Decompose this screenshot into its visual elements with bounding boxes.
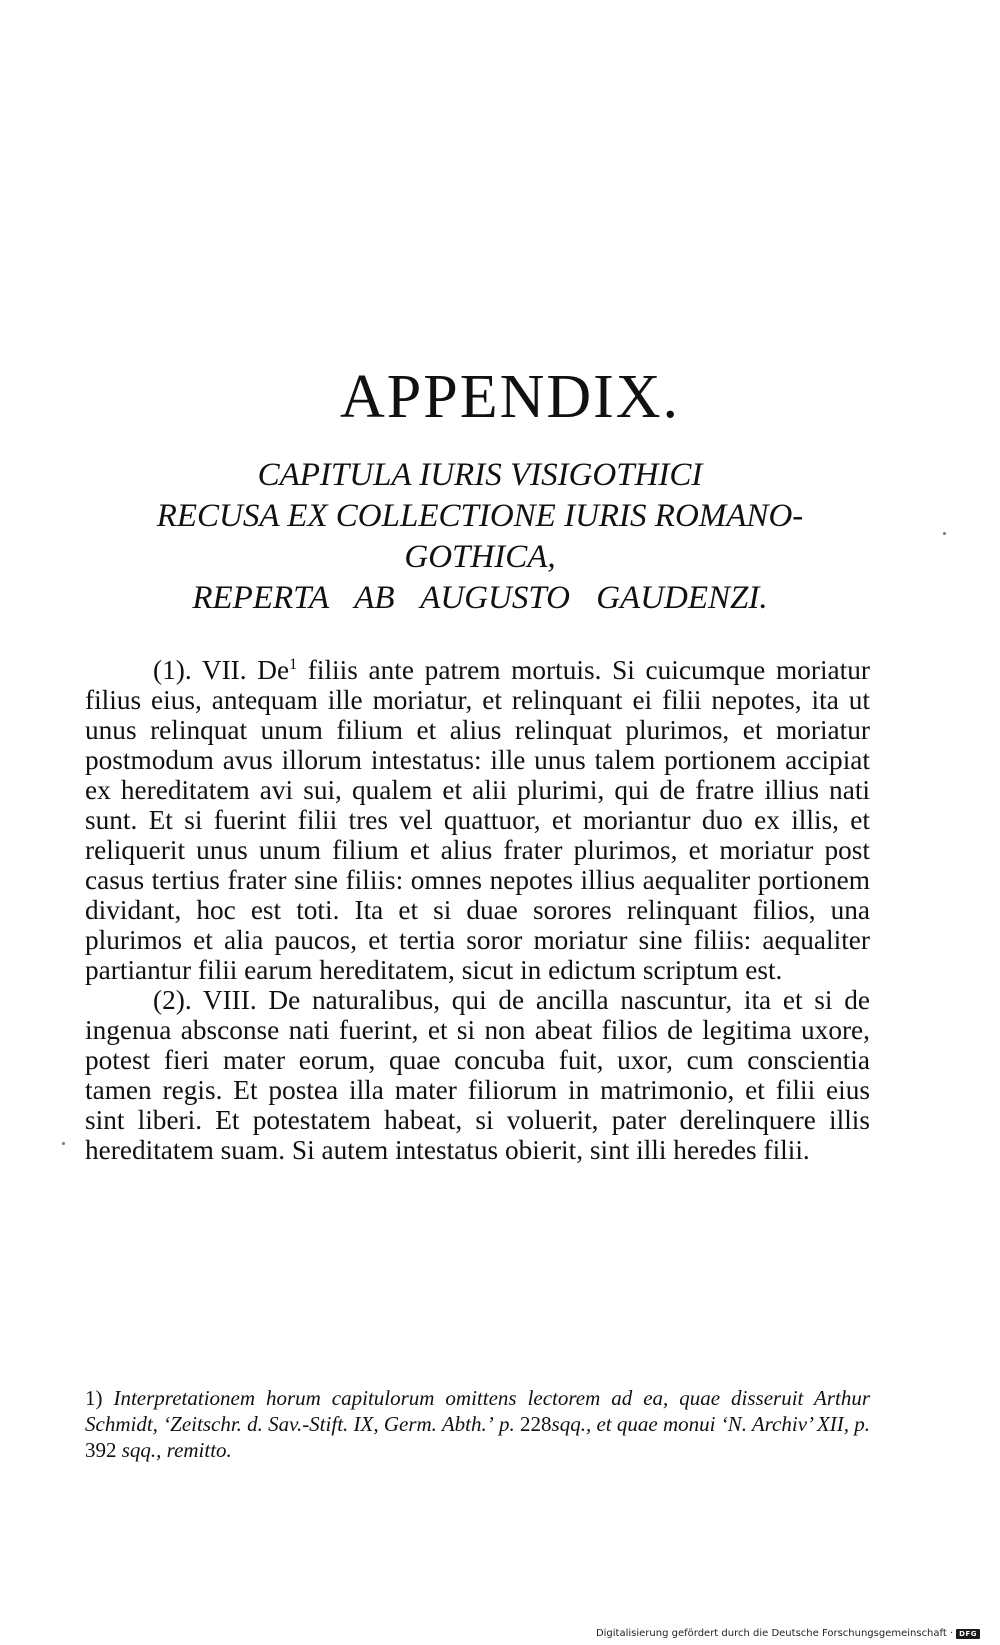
footnote-text-6: sqq., remitto. [121,1438,232,1462]
footnote-text-1: Interpretationem horum capitulorum omittens lectorem ad ea, quae disseruit Arthur Schmidt, ‘Zeitschr. d. Sav.-Stift. IX, Germ. Abth.’ [85,1386,870,1436]
footnote-text-5: 392 [85,1438,117,1462]
footnote-text-3: 228 [520,1412,552,1436]
footnote [85,1385,870,1463]
subtitle-block [80,455,880,619]
footnote-text-2: p. [499,1412,515,1436]
paragraph-1-lead: (1). VII. De [153,655,290,685]
subtitle-line-2: RECUSA EX COLLECTIONE IURIS ROMANO- [156,498,804,534]
footnote-reference[interactable]: 1 [289,656,298,673]
footnote-text-4: sqq., et quae monui ‘N. Archiv’ XII, p. [551,1412,871,1436]
subtitle-line-4: REPERTA AB AUGUSTO GAUDENZI. [192,580,768,616]
body-text [85,655,870,1165]
footnote-number: 1) [85,1386,103,1410]
dfg-logo-icon: DFG [956,1629,980,1639]
subtitle-line-1: CAPITULA IURIS VISIGOTHICI [257,457,703,493]
page-title: APPENDIX. [339,363,681,431]
subtitle-line-3: GOTHICA, [404,539,556,575]
scan-speck [943,532,946,535]
paragraph-1 [85,655,870,985]
scan-speck [62,1142,65,1145]
footer-credit-text: Digitalisierung gefördert durch die Deutsche Forschungsgemeinschaft · [595,1628,954,1639]
paragraph-2: (2). VIII. De naturalibus, qui de ancilla nascuntur, ita et si de ingenua absconse nati fuerint, et si non abeat filios de legitima uxore, potest fieri mater eorum, quae concuba fuit, uxor, cum conscientia tamen regis. Et postea illa mater filiorum in matrimonio, et filii eius sint liberi. Et potestatem habeat, si voluerit, pater derelinquere illis hereditatem suam. Si autem intestatus obierit, sint illi heredes filii. [85,985,870,1165]
paragraph-1-text: filiis ante patrem mortuis. Si cuicumque moriatur filius eius, antequam ille moriatur, et relinquant ei filii nepotes, ita ut unus relinquat unum filium et alius relinquat plurimos, et moriatur postmodum avus illorum intestatus: ille unus talem portionem accipiat ex hereditatem avi sui, qualem et alii plurimi, qui de fratre illius nati sunt. Et si fuerint filii tres vel quattuor, et moriantur duo ex illis, et reliquerit unus unum filium et alius frater plurimos, et moriatur post casus tertius frater sine filiis: omnes nepotes illius aequaliter portionem dividant, hoc est toti. Ita et si duae sorores relinquant filios, una plurimos et alia paucos, et tertia soror moriatur sine filiis: aequaliter partiantur filii earum hereditatem, sicut in edictum scriptum est. [85,655,870,985]
footer-credit [596,1628,980,1639]
